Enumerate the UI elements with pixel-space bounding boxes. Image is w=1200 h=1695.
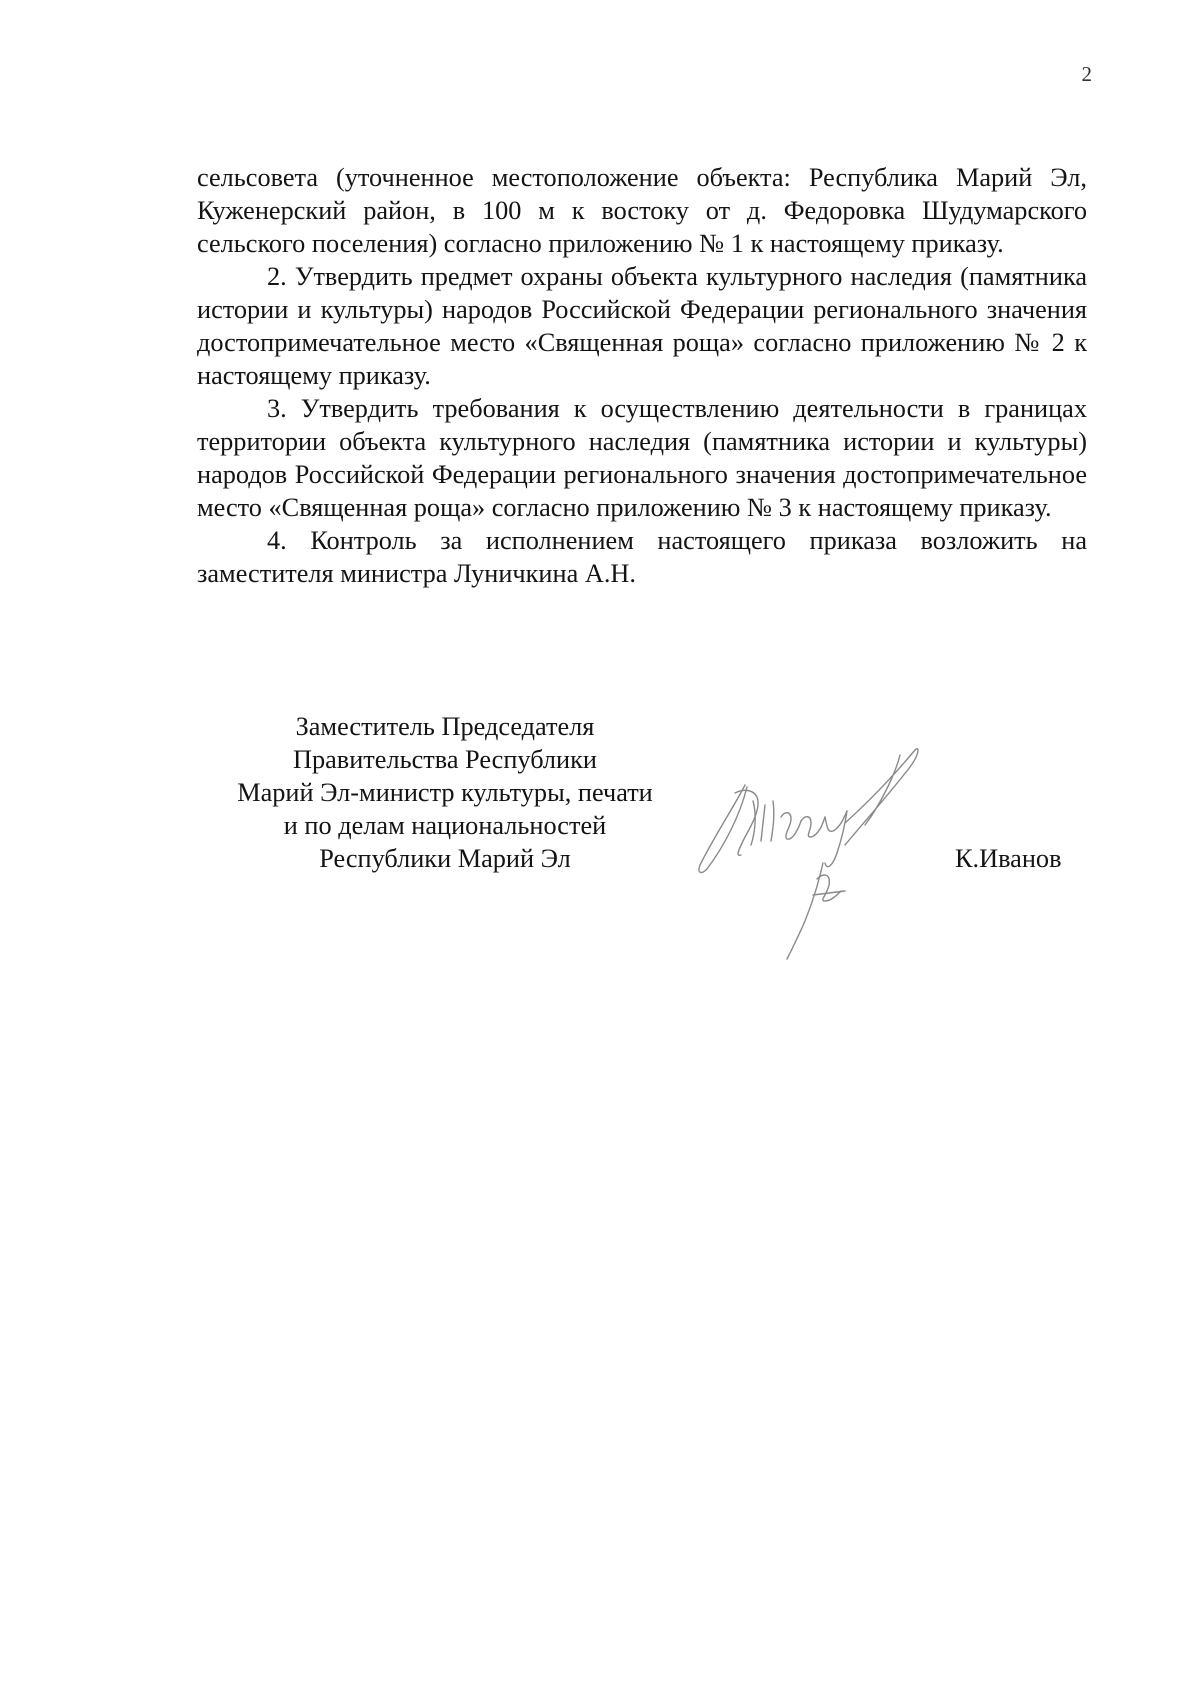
paragraph-item-3: 3. Утвердить требования к осуществлению деятельности в границах территории объекта культурного наследия (памятника истории и культуры) народов Российской Федерации регионального значения достопримечательное место «Священная роща» согласно приложению № 3 к настоящему приказу. [197,394,1087,522]
signatory-line: Заместитель Председателя [295,712,595,741]
page-number: 2 [1081,62,1092,86]
paragraph-item-2: 2. Утвердить предмет охраны объекта культурного наследия (памятника истории и культуры) народов Российской Федерации регионального значения достопримечательное место «Священная роща» согласно приложению № 2 к настоящему приказу. [197,262,1087,390]
signer-name: К.Иванов [955,844,1062,873]
signatory-line: Марий Эл-министр культуры, печати [237,778,653,807]
signatory-line: Республики Марий Эл [319,844,571,873]
paragraph-continuation: сельсовета (уточненное местоположение объекта: Республика Марий Эл, Куженерский район, в 100 м к востоку от д. Федоровка Шудумарского сельского поселения) согласно приложению № 1 к настоящему приказу. [197,163,1087,258]
document-body [197,161,1087,590]
handwritten-signature [695,745,965,965]
signatory-line: и по делам национальностей [283,811,607,840]
signatory-line: Правительства Республики [293,745,597,774]
signatory-position [200,710,690,875]
paragraph-item-4: 4. Контроль за исполнением настоящего приказа возложить на заместителя министра Луничкина А.Н. [197,526,1087,588]
